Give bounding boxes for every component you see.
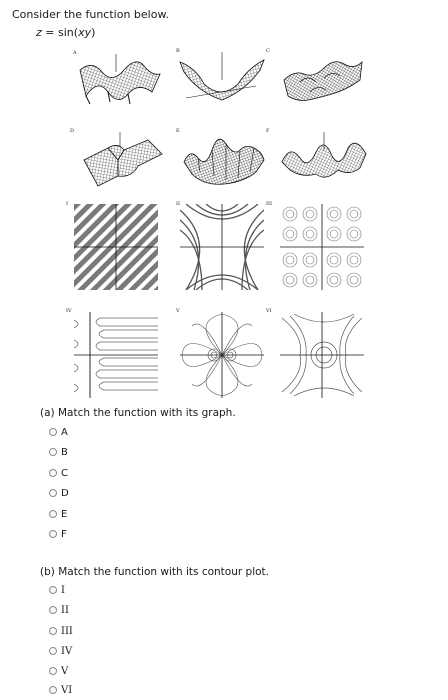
- contour-label-i: I: [66, 201, 68, 207]
- option-b-contour-ii[interactable]: [49, 603, 69, 617]
- contour-label-iii: III: [266, 201, 272, 207]
- radio-button[interactable]: [49, 469, 57, 477]
- contour-label-ii: II: [176, 201, 180, 207]
- contour-plot-ii: [180, 204, 264, 290]
- option-a-graph-c[interactable]: [49, 466, 68, 480]
- radio-button[interactable]: [49, 530, 57, 538]
- option-label: II: [61, 604, 69, 616]
- contour-label-iv: IV: [66, 308, 72, 314]
- formula-lhs: z: [36, 26, 42, 39]
- surface-graph-f: [280, 130, 368, 188]
- radio-button[interactable]: [49, 606, 57, 614]
- contour-plot-iv: [74, 312, 158, 398]
- radio-button[interactable]: [49, 686, 57, 694]
- option-label: IV: [61, 645, 73, 657]
- option-b-contour-v[interactable]: [49, 664, 68, 678]
- graph-label-b: B: [176, 48, 180, 54]
- surface-graph-e: [180, 132, 266, 188]
- graph-label-c: C: [266, 48, 270, 54]
- question-a-text: (a) Match the function with its graph.: [40, 407, 236, 419]
- option-a-graph-e[interactable]: [49, 507, 67, 521]
- option-b-contour-vi[interactable]: [49, 683, 72, 697]
- option-label: V: [61, 665, 69, 677]
- radio-button[interactable]: [49, 647, 57, 655]
- radio-button[interactable]: [49, 510, 57, 518]
- radio-button[interactable]: [49, 448, 57, 456]
- option-label: A: [61, 426, 68, 438]
- problem-intro: Consider the function below.: [12, 8, 169, 21]
- graph-label-a: A: [73, 50, 77, 56]
- option-label: III: [61, 625, 73, 637]
- graph-label-f: F: [266, 128, 270, 134]
- option-label: D: [61, 487, 69, 499]
- option-label: F: [61, 528, 67, 540]
- contour-plot-v: [180, 312, 264, 398]
- question-b-text: (b) Match the function with its contour plot.: [40, 566, 269, 578]
- option-b-contour-iii[interactable]: [49, 624, 73, 638]
- graph-label-d: D: [70, 128, 75, 134]
- option-label: I: [61, 584, 65, 596]
- option-a-graph-b[interactable]: [49, 445, 68, 459]
- option-label: VI: [61, 684, 73, 696]
- contour-label-vi: VI: [266, 308, 272, 314]
- option-label: B: [61, 446, 68, 458]
- contour-plot-i: [74, 204, 158, 290]
- option-a-graph-f[interactable]: [49, 527, 67, 541]
- option-b-contour-iv[interactable]: [49, 644, 72, 658]
- formula-rhs: sin(: [58, 26, 79, 39]
- radio-button[interactable]: [49, 586, 57, 594]
- formula-arg: xy: [78, 26, 92, 39]
- option-a-graph-d[interactable]: [49, 486, 69, 500]
- surface-graph-b: [176, 50, 266, 104]
- option-a-graph-a[interactable]: [49, 425, 68, 439]
- radio-button[interactable]: [49, 428, 57, 436]
- option-label: C: [61, 467, 68, 479]
- surface-graph-a: [72, 52, 164, 106]
- formula-eq: =: [45, 26, 55, 39]
- contour-plot-iii: [280, 204, 364, 290]
- function-formula: [36, 26, 95, 39]
- radio-button[interactable]: [49, 489, 57, 497]
- formula-close: ): [91, 26, 96, 39]
- graph-label-e: E: [176, 128, 180, 134]
- option-label: E: [61, 508, 68, 520]
- contour-label-v: V: [176, 308, 180, 314]
- radio-button[interactable]: [49, 667, 57, 675]
- surface-graph-d: [78, 130, 166, 188]
- radio-button[interactable]: [49, 627, 57, 635]
- contour-plot-vi: [280, 312, 364, 398]
- option-b-contour-i[interactable]: [49, 583, 65, 597]
- surface-graph-c: [280, 52, 366, 106]
